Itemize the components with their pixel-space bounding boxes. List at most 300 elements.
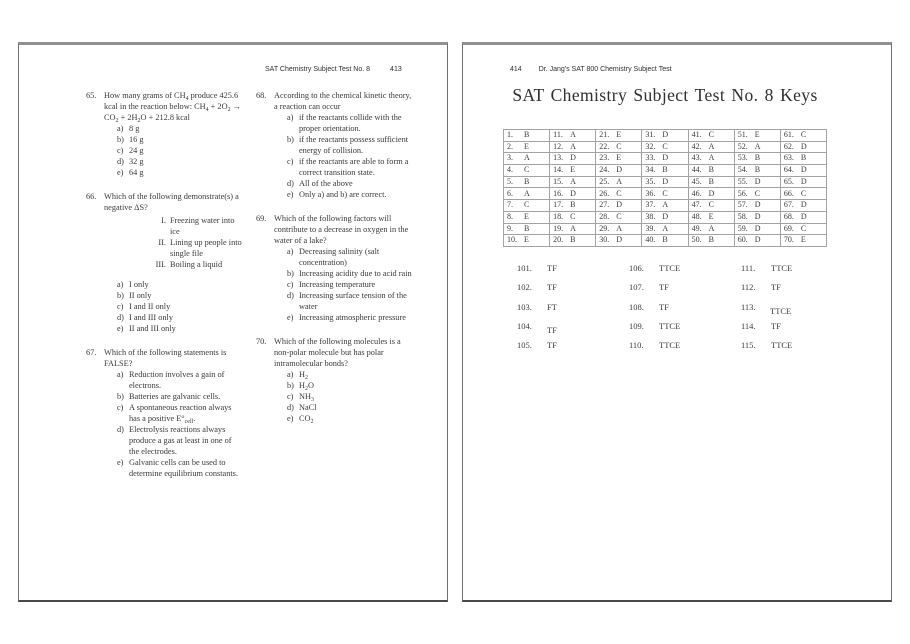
key-cell (550, 211, 596, 223)
key-cell (688, 165, 734, 177)
key-row (504, 235, 827, 247)
key-question-number: 1. (507, 130, 513, 140)
key-cell (504, 165, 550, 177)
option (104, 424, 242, 457)
key-question-number: 61. (783, 130, 794, 140)
option-text: II and III only (129, 324, 176, 333)
tf-question-number: 102. (517, 282, 532, 293)
option-label: e) (287, 313, 294, 322)
tf-question-number: 106. (629, 263, 644, 273)
roman-text: Boiling a liquid (170, 260, 223, 269)
option-label: e) (117, 458, 124, 467)
tf-question-number: 110. (629, 340, 644, 351)
key-cell (550, 153, 596, 165)
option-label: a) (287, 370, 294, 379)
question-stem: Which of the following molecules is a non-polar molecule but has polar intramolecular bonds? (274, 337, 401, 368)
key-answer: B (754, 165, 761, 175)
question (256, 336, 412, 424)
tf-question-number: 104. (517, 320, 532, 331)
key-question-number: 67. (783, 200, 794, 210)
question-body (274, 336, 412, 424)
key-question-number: 26. (599, 188, 610, 198)
option (274, 279, 412, 290)
key-question-number: 69. (783, 223, 794, 233)
key-answer: A (708, 153, 715, 163)
key-answer: D (800, 176, 807, 186)
option (104, 145, 242, 156)
option-text: Increasing temperature (299, 280, 376, 289)
question-number: 67. (86, 348, 97, 357)
key-question-number: 24. (599, 165, 610, 175)
key-answer: D (662, 211, 669, 221)
page-number: 414 (510, 66, 522, 73)
key-cell (688, 188, 734, 200)
key-question-number: 18. (553, 211, 564, 221)
tf-item (629, 340, 741, 359)
key-row (504, 200, 827, 212)
key-cell (734, 200, 780, 212)
key-question-number: 65. (783, 176, 794, 186)
answer-key-table-body (504, 130, 827, 247)
option-label: d) (117, 425, 124, 434)
key-cell (780, 141, 826, 153)
key-answer: A (662, 223, 669, 233)
option (104, 290, 242, 301)
page-number: 413 (390, 66, 402, 73)
key-cell (688, 141, 734, 153)
key-answer: C (616, 141, 622, 151)
option-text: II only (129, 291, 152, 300)
option-text: Decreasing salinity (salt concentration) (299, 247, 380, 267)
key-cell (504, 211, 550, 223)
key-question-number: 16. (553, 188, 564, 198)
tf-item (629, 321, 741, 340)
option-text: if the reactants are able to form a correct transition state. (299, 157, 409, 177)
option (104, 391, 242, 402)
left-page (18, 42, 448, 602)
key-cell (780, 200, 826, 212)
key-answer: B (570, 235, 576, 245)
tf-question-number: 114. (741, 320, 756, 331)
key-question-number: 10. (507, 235, 517, 245)
question-stem: Which of the following statements is FALSE? (104, 348, 227, 368)
option-label: d) (287, 179, 294, 188)
option-text: Batteries are galvanic cells. (129, 392, 221, 401)
key-question-number: 62. (783, 141, 794, 151)
key-cell (596, 200, 642, 212)
key-answer: C (800, 130, 807, 140)
key-answer: B (708, 176, 714, 186)
key-answer: C (524, 200, 530, 210)
option (104, 312, 242, 323)
tf-answer: TF (547, 324, 557, 335)
key-question-number: 8. (507, 211, 513, 221)
tf-answer: TTCE (771, 340, 793, 351)
question-stem: Which of the following factors will contribute to a decrease in oxygen in the water of a lake? (274, 214, 409, 245)
key-answer: B (800, 153, 807, 163)
key-cell (550, 130, 596, 142)
key-answer: D (662, 176, 669, 186)
tf-answer: TF (659, 301, 669, 312)
key-cell (734, 223, 780, 235)
tf-answer: TF (771, 282, 781, 293)
key-cell (734, 130, 780, 142)
tf-answer: TTCE (659, 263, 681, 273)
option-label: a) (117, 370, 124, 379)
tf-answer: FT (547, 301, 557, 312)
key-answer: B (524, 223, 530, 233)
key-cell (504, 176, 550, 188)
key-question-number: 57. (737, 200, 748, 210)
key-answer: E (524, 235, 529, 245)
key-answer: E (616, 153, 622, 163)
key-question-number: 6. (507, 188, 513, 198)
left-running-head (265, 66, 402, 73)
question-body (274, 213, 412, 323)
key-answer: C (616, 211, 622, 221)
option-text: I only (129, 280, 149, 289)
key-question-number: 35. (645, 176, 656, 186)
key-question-number: 42. (691, 141, 702, 151)
key-question-number: 32. (645, 141, 656, 151)
tf-question-number: 101. (517, 263, 532, 273)
option-label: d) (117, 313, 124, 322)
key-question-number: 54. (737, 165, 748, 175)
key-answer: A (754, 141, 761, 151)
key-row (504, 153, 827, 165)
key-cell (780, 165, 826, 177)
key-answer: C (800, 223, 807, 233)
option (274, 391, 412, 402)
roman-numeral: I. (161, 216, 166, 225)
key-answer: A (616, 223, 623, 233)
option-text: $CO_2$ (299, 414, 314, 425)
key-question-number: 9. (507, 223, 513, 233)
key-question-number: 17. (553, 200, 564, 210)
running-head-title: SAT Chemistry Subject Test No. 8 (265, 66, 371, 73)
key-cell (596, 235, 642, 247)
key-answer: D (754, 176, 761, 186)
key-answer: B (524, 130, 530, 140)
key-question-number: 68. (783, 211, 794, 221)
key-answer: D (800, 165, 807, 175)
key-cell (642, 235, 688, 247)
key-answer: D (616, 165, 623, 175)
key-question-number: 29. (599, 223, 610, 233)
tf-item (741, 263, 853, 282)
option (274, 112, 412, 134)
option (274, 312, 412, 323)
key-answer: E (524, 211, 529, 221)
option (274, 189, 412, 200)
key-question-number: 23. (599, 153, 610, 163)
option (104, 167, 242, 178)
option-label: c) (287, 157, 294, 166)
option (274, 178, 412, 189)
tf-question-number: 115. (741, 340, 756, 351)
key-question-number: 51. (737, 130, 748, 140)
key-question-number: 66. (783, 188, 794, 198)
key-answer: D (570, 153, 576, 163)
question-number: 70. (256, 337, 267, 346)
option (274, 268, 412, 279)
tf-answer: TF (547, 340, 557, 351)
option-label: d) (287, 291, 294, 300)
key-cell (504, 153, 550, 165)
tf-item (741, 282, 853, 301)
option (104, 156, 242, 167)
option-text: Electrolysis reactions always produce a gas at least in one of the electrodes. (129, 425, 232, 456)
roman-item (104, 237, 242, 259)
option-text: Increasing atmospheric pressure (299, 313, 406, 322)
roman-item (104, 259, 242, 270)
option (104, 279, 242, 290)
tf-question-number: 111. (741, 263, 756, 273)
key-cell (780, 188, 826, 200)
key-question-number: 36. (645, 188, 656, 198)
key-cell (504, 141, 550, 153)
option-label: a) (117, 124, 124, 133)
key-answer: D (616, 235, 623, 245)
key-question-number: 53. (737, 153, 748, 163)
tf-column (517, 263, 629, 359)
tf-item (741, 321, 853, 340)
question-number: 68. (256, 91, 267, 100)
option-text: 24 g (129, 146, 144, 155)
question-number: 66. (86, 192, 97, 201)
key-row (504, 188, 827, 200)
question-columns (86, 90, 412, 492)
question-body (274, 90, 412, 200)
key-cell (596, 130, 642, 142)
key-answer: B (708, 235, 714, 245)
key-answer: C (662, 141, 668, 151)
key-answer: D (754, 223, 761, 233)
tf-item (629, 282, 741, 301)
key-answer: B (570, 200, 576, 210)
key-answer: E (570, 165, 576, 175)
key-answer: C (662, 188, 668, 198)
key-answer: D (800, 211, 807, 221)
option (104, 123, 242, 134)
key-question-number: 52. (737, 141, 748, 151)
tf-question-number: 108. (629, 301, 644, 312)
option-label: c) (117, 403, 124, 412)
key-cell (642, 165, 688, 177)
roman-text: Lining up people into single file (170, 238, 242, 258)
option (274, 156, 412, 178)
key-question-number: 64. (783, 165, 794, 175)
tf-answer: TTCE (659, 340, 681, 351)
key-cell (734, 165, 780, 177)
tf-answer: TF (771, 320, 781, 331)
key-question-number: 58. (737, 211, 748, 221)
option-label: b) (117, 291, 124, 300)
key-answer: A (570, 176, 576, 186)
key-question-number: 22. (599, 141, 610, 151)
key-cell (734, 235, 780, 247)
key-answer: C (616, 188, 622, 198)
key-question-number: 70. (783, 235, 794, 245)
key-cell (596, 176, 642, 188)
key-answer: A (616, 176, 623, 186)
key-cell (734, 211, 780, 223)
key-cell (688, 153, 734, 165)
option-label: d) (117, 157, 124, 166)
key-question-number: 55. (737, 176, 748, 186)
option-label: c) (287, 280, 294, 289)
option-list (274, 246, 412, 323)
tf-question-number: 105. (517, 340, 532, 351)
question-number: 69. (256, 214, 267, 223)
key-row (504, 130, 827, 142)
key-answer: D (800, 141, 807, 151)
roman-list (104, 215, 242, 270)
key-answer: D (800, 200, 807, 210)
option-label: a) (287, 247, 294, 256)
key-answer: B (754, 153, 761, 163)
tf-item (517, 263, 629, 282)
option-label: b) (117, 135, 124, 144)
tf-question-number: 107. (629, 282, 644, 293)
key-question-number: 30. (599, 235, 610, 245)
key-answer: D (662, 153, 669, 163)
key-row (504, 223, 827, 235)
option-text: if the reactants possess sufficient energy of collision. (299, 135, 409, 155)
option (104, 369, 242, 391)
tf-answer: TF (659, 282, 669, 293)
option (274, 134, 412, 156)
key-cell (734, 141, 780, 153)
option (274, 369, 412, 380)
option (274, 380, 412, 391)
option (104, 457, 242, 479)
option-text: 64 g (129, 168, 144, 177)
key-cell (550, 141, 596, 153)
answer-key-table (503, 129, 827, 247)
key-answer: C (754, 188, 761, 198)
key-answer: A (570, 141, 576, 151)
key-cell (734, 176, 780, 188)
tf-item (629, 302, 741, 321)
tf-column (741, 263, 853, 359)
key-question-number: 40. (645, 235, 656, 245)
key-question-number: 38. (645, 211, 656, 221)
key-cell (550, 165, 596, 177)
option-label: e) (117, 324, 124, 333)
tf-answer: TF (547, 282, 557, 293)
key-cell (780, 176, 826, 188)
option-text: if the reactants collide with the proper orientation. (299, 113, 402, 133)
question-column-1 (86, 90, 242, 492)
question-stem: How many grams of $CH_4$ produce 425.6 kcal in the reaction below: $CH_4 + 2O_2 \to CO_2 + 2H_2O + 212.8$ kcal (104, 91, 241, 124)
option-text: $NH_3$ (299, 392, 314, 403)
tf-item (517, 321, 629, 340)
key-cell (504, 223, 550, 235)
key-answer: E (524, 141, 529, 151)
right-running-head (510, 66, 672, 73)
key-cell (780, 153, 826, 165)
question-body (104, 90, 242, 178)
option-text: Only a) and b) are correct. (299, 190, 387, 199)
key-cell (596, 153, 642, 165)
key-answer: E (616, 130, 622, 140)
key-question-number: 21. (599, 130, 610, 140)
key-cell (688, 176, 734, 188)
key-question-number: 31. (645, 130, 656, 140)
key-question-number: 7. (507, 200, 513, 210)
key-answer: D (662, 130, 669, 140)
key-question-number: 5. (507, 176, 513, 186)
tf-item (517, 340, 629, 359)
key-question-number: 48. (691, 211, 702, 221)
option-text: $H_2O$ (299, 381, 314, 392)
key-cell (596, 165, 642, 177)
key-answer: B (524, 176, 530, 186)
option-list (274, 369, 412, 424)
option-label: b) (117, 392, 124, 401)
option-text: Increasing surface tension of the water (299, 291, 407, 311)
question-number: 65. (86, 91, 97, 100)
option-label: c) (287, 392, 294, 401)
tf-item (517, 282, 629, 301)
key-cell (550, 200, 596, 212)
key-cell (642, 130, 688, 142)
key-cell (688, 200, 734, 212)
key-cell (642, 188, 688, 200)
option-label: c) (117, 146, 124, 155)
option-text: A spontaneous reaction always has a positive $E^\circ_{cell}$. (129, 403, 232, 425)
question-column-2 (256, 90, 412, 492)
key-cell (780, 130, 826, 142)
key-question-number: 43. (691, 153, 702, 163)
option-label: e) (287, 414, 294, 423)
key-row (504, 211, 827, 223)
key-answer: D (616, 200, 623, 210)
key-question-number: 44. (691, 165, 702, 175)
key-cell (596, 141, 642, 153)
option-label: a) (287, 113, 294, 122)
option-label: c) (117, 302, 124, 311)
key-answer: B (662, 165, 668, 175)
key-cell (642, 141, 688, 153)
option-list (104, 279, 242, 334)
option-text: 16 g (129, 135, 144, 144)
key-question-number: 11. (553, 130, 563, 140)
tf-answer: TTCE (771, 263, 793, 273)
key-question-number: 56. (737, 188, 748, 198)
key-answer: B (708, 165, 714, 175)
question (86, 90, 242, 178)
option (274, 246, 412, 268)
key-question-number: 59. (737, 223, 748, 233)
key-cell (642, 211, 688, 223)
option (104, 402, 242, 424)
tf-item (741, 302, 853, 321)
key-cell (780, 223, 826, 235)
key-question-number: 3. (507, 153, 513, 163)
option-label: d) (287, 403, 294, 412)
key-question-number: 2. (507, 141, 513, 151)
key-row (504, 141, 827, 153)
key-cell (596, 223, 642, 235)
option-text: 8 g (129, 124, 140, 133)
key-answer: C (708, 130, 714, 140)
option-text: NaCl (299, 403, 317, 412)
key-question-number: 49. (691, 223, 702, 233)
key-answer: C (800, 188, 807, 198)
option (274, 402, 412, 413)
